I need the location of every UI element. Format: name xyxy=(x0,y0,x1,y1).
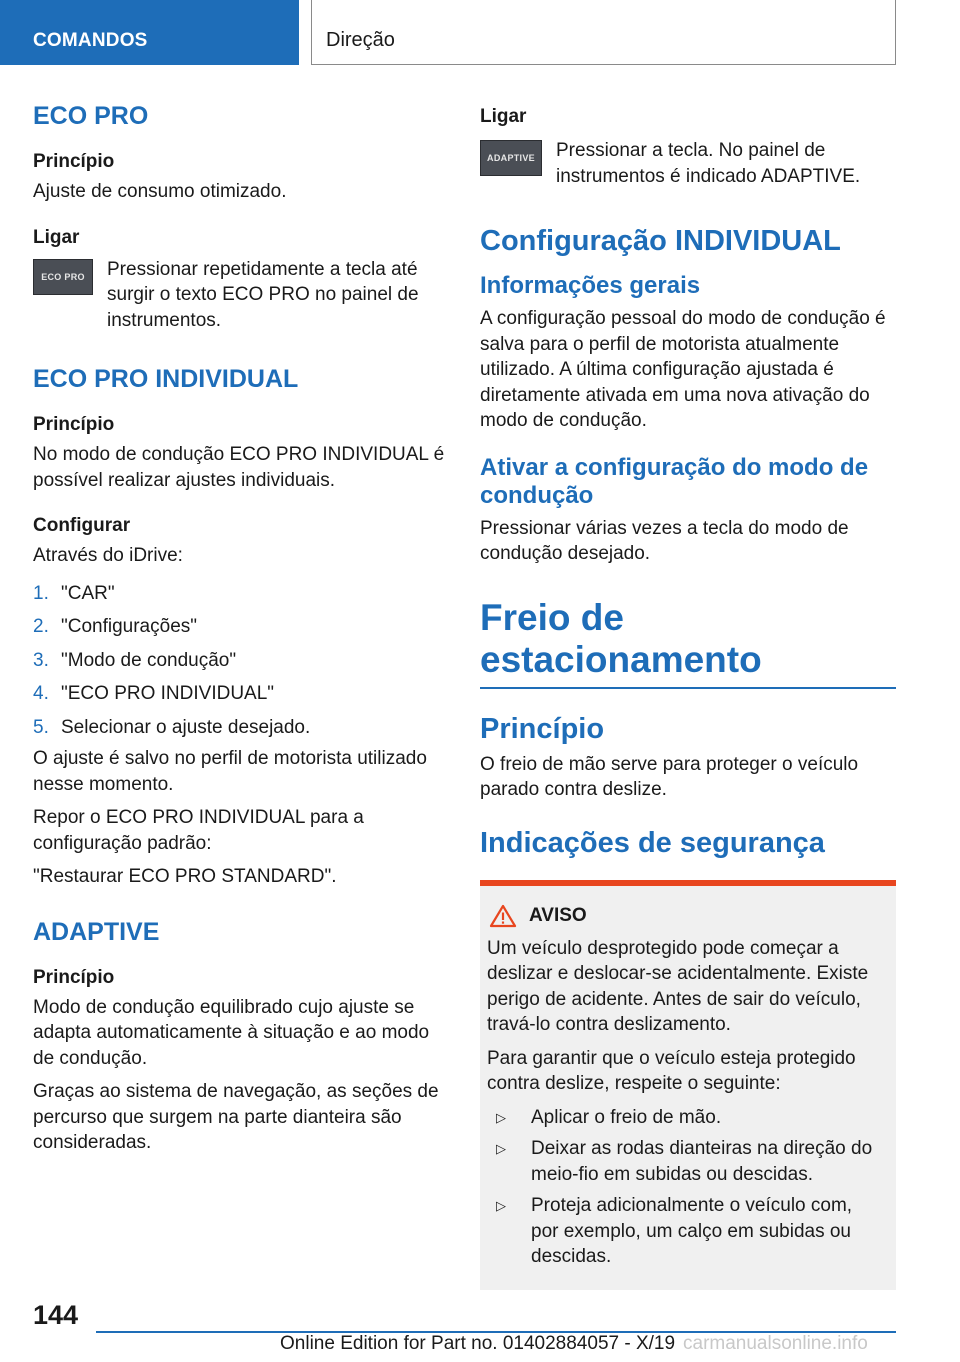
reset-option: "Restaurar ECO PRO STANDARD". xyxy=(33,866,337,887)
bullet-item: ▷ Deixar as rodas dianteiras na direção do meio-fio em subidas ou descidas. xyxy=(487,1136,882,1187)
eco-pro-individual-principle-text: No modo de condução ECO PRO INDIVIDUAL é possível realizar ajustes individuais. xyxy=(33,444,445,491)
right-column xyxy=(480,98,896,1290)
eco-pro-switch-on-text: Pressionar repetidamente a tecla até surgir o texto ECO PRO no painel de instrumentos. xyxy=(107,258,419,331)
warning-text-1: Um veículo desprotegido pode começar a deslizar e deslocar-se acidentalmente. Existe perigo de acidente. Antes de sair do veículo, travá-lo contra deslizamento. xyxy=(487,937,869,1035)
individual-title: Configuração INDIVIDUAL xyxy=(480,225,841,257)
left-column xyxy=(33,98,445,1156)
warning-bullets xyxy=(487,1105,882,1270)
warning-box xyxy=(480,880,896,1290)
page-number: 144 xyxy=(33,1300,79,1330)
section-label: COMANDOS xyxy=(33,30,148,51)
footer-watermark: carmanualsonline.info xyxy=(683,1333,868,1354)
topic-tab xyxy=(311,0,896,65)
topic-label: Direção xyxy=(326,29,395,51)
eco-pro-key-icon: ECO PRO xyxy=(33,259,93,295)
eco-pro-switch-on-heading: Ligar xyxy=(33,226,80,248)
eco-pro-individual-principle-heading: Princípio xyxy=(33,414,115,435)
bullet-triangle-icon: ▷ xyxy=(496,1198,506,1213)
eco-pro-title: ECO PRO xyxy=(33,102,149,130)
footer-edition: Online Edition for Part no. 01402884057 - X/19 xyxy=(280,1333,676,1354)
configure-heading: Configurar xyxy=(33,515,131,536)
configure-intro: Através do iDrive: xyxy=(33,545,183,566)
title-rule xyxy=(480,687,896,689)
general-info-heading: Informações gerais xyxy=(480,272,701,299)
step-item: 1. "CAR" xyxy=(33,582,115,604)
section-tab xyxy=(0,0,299,65)
parking-brake-principle-text: O freio de mão serve para proteger o veículo parado contra deslize. xyxy=(480,753,859,800)
eco-pro-principle-heading: Princípio xyxy=(33,151,115,172)
warning-title: AVISO xyxy=(529,904,587,926)
activate-heading: Ativar a configuração do modo de condução xyxy=(480,453,869,509)
general-info-text: A configuração pessoal do modo de condução é salva para o perfil de motorista atualmente utilizado. A última configuração ajustada é diretamente ativada em uma nova ativação do modo de condução. xyxy=(480,308,886,431)
reset-text: Repor o ECO PRO INDIVIDUAL para a configuração padrão: xyxy=(33,807,364,854)
adaptive-nav-text: Graças ao sistema de navegação, as seções de percurso que surgem na parte dianteira são consideradas. xyxy=(33,1081,439,1153)
bullet-item: ▷ Aplicar o freio de mão. xyxy=(487,1105,882,1131)
step-item: 5. Selecionar o ajuste desejado. xyxy=(33,716,311,738)
configure-steps xyxy=(33,581,445,741)
warning-triangle-icon xyxy=(489,904,517,928)
adaptive-key-row xyxy=(480,138,896,189)
adaptive-principle-text: Modo de condução equilibrado cujo ajuste se adapta automaticamente à situação e ao modo de condução. xyxy=(33,996,430,1069)
adaptive-switch-on-text: Pressionar a tecla. No painel de instrumentos é indicado ADAPTIVE. xyxy=(556,140,861,187)
adaptive-principle-heading: Princípio xyxy=(33,966,115,988)
activate-text: Pressionar várias vezes a tecla do modo de condução desejado. xyxy=(480,517,849,564)
bullet-triangle-icon: ▷ xyxy=(496,1109,506,1125)
adaptive-switch-on-heading: Ligar xyxy=(480,106,527,127)
warning-header xyxy=(489,904,882,928)
parking-brake-title: Freio de estacionamento xyxy=(480,596,762,680)
eco-pro-individual-title: ECO PRO INDIVIDUAL xyxy=(33,365,299,393)
step-item: 3. "Modo de condução" xyxy=(33,649,237,671)
after-steps-text: O ajuste é salvo no perfil de motorista utilizado nesse momento. xyxy=(33,748,427,795)
bullet-triangle-icon: ▷ xyxy=(496,1141,506,1156)
parking-brake-principle-heading: Princípio xyxy=(480,712,605,745)
adaptive-title: ADAPTIVE xyxy=(33,917,160,946)
adaptive-key-icon: ADAPTIVE xyxy=(480,140,542,176)
bullet-item: ▷ Proteja adicionalmente o veículo com, por exemplo, um calço em subidas ou descidas. xyxy=(487,1193,882,1270)
step-item: 4. "ECO PRO INDIVIDUAL" xyxy=(33,683,275,704)
warning-text-2: Para garantir que o veículo esteja protegido contra deslize, respeite o seguinte: xyxy=(487,1047,856,1094)
eco-pro-key-row xyxy=(33,257,445,334)
eco-pro-principle-text: Ajuste de consumo otimizado. xyxy=(33,181,287,202)
step-item: 2. "Configurações" xyxy=(33,616,198,637)
safety-heading: Indicações de segurança xyxy=(480,826,825,859)
